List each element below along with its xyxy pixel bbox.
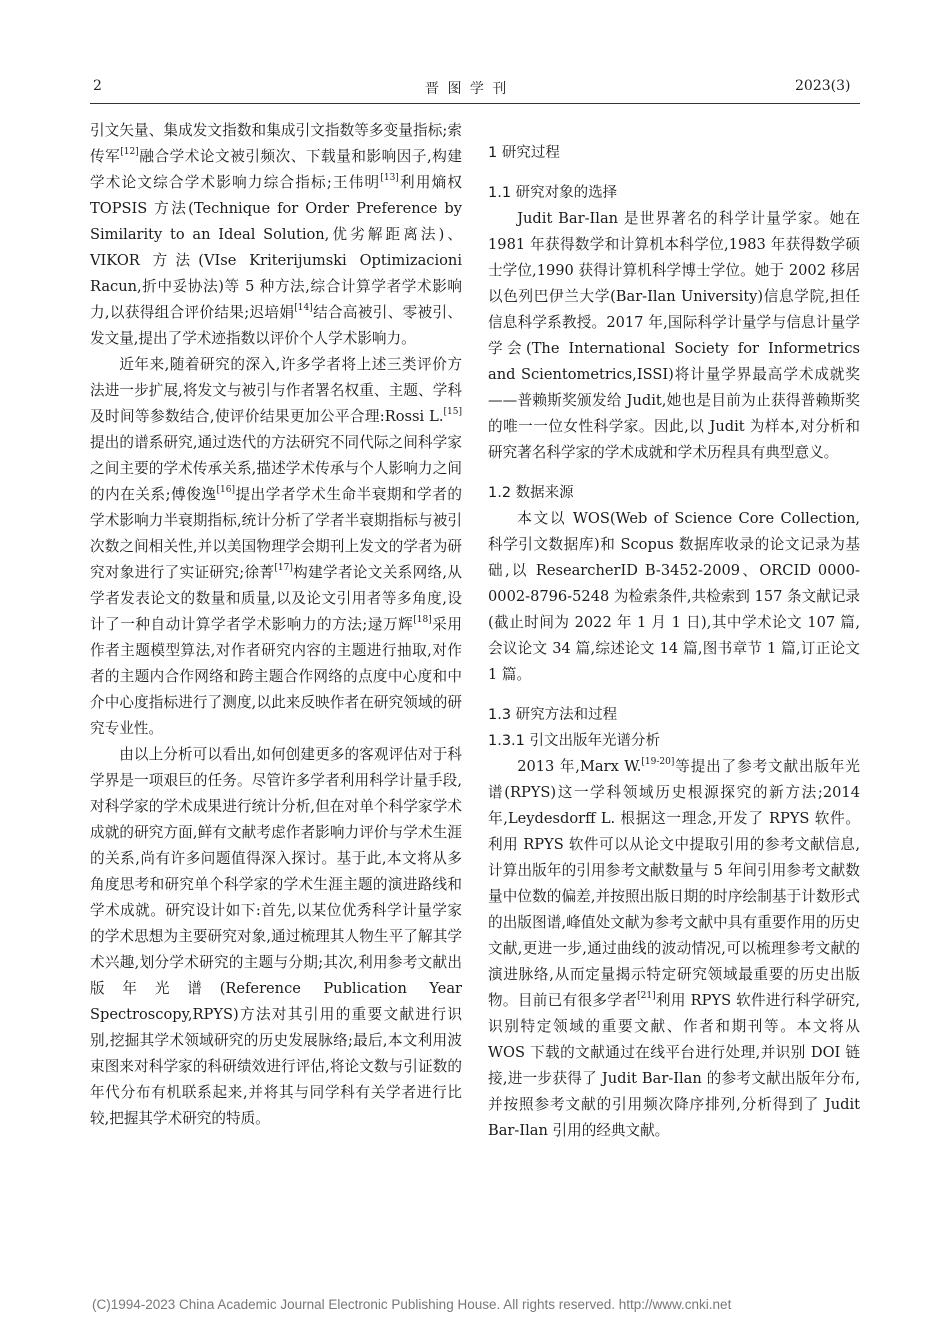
citation-ref: [15] [443, 407, 462, 417]
citation-ref: [19-20] [641, 757, 675, 767]
paragraph: 2013 年,Marx W.[19-20]等提出了参考文献出版年光谱(RPYS)这一学科领域历史根源探究的新方法;2014 年,Leydesdorff L. 根据这一理念,开发了 RPYS 软件。利用 RPYS 软件可以从论文中提取引用的参考文献信息,计算出版年的引用参考文献数量与 5 年间引用参考文献数量中位数的偏差,并按照出版日期的时序绘制基于计数形式的出版图谱,峰值处文献为参考文献中具有重要作用的历史文献,更进一步,通过曲线的波动情况,可以梳理参考文献的演进脉络,从而定量揭示特定研究领域最重要的历史出版物。目前已有很多学者[21]利用 RPYS 软件进行科学研究,识别特定领域的重要文献、作者和期刊等。本文将从 WOS 下载的文献通过在线平台进行处理,并识别 DOI 链接,进一步获得了 Judit Bar-Ilan 的参考文献出版年分布,并按照参考文献的引用频次降序排列,分析得到了 Judit Bar-Ilan 引用的经典文献。 [488, 757, 860, 1139]
subsubsection-heading: 1.3.1 引文出版年光谱分析 [488, 733, 661, 749]
subsection-heading: 1.3 研究方法和过程 [488, 707, 618, 723]
subsection-heading: 1.1 研究对象的选择 [488, 185, 618, 201]
paragraph: Judit Bar-Ilan 是世界著名的科学计量学家。她在 1981 年获得数学和计算机本科学位,1983 年获得数学硕士学位,1990 获得计算机科学博士学位。她于 2002 移居以色列巴伊兰大学(Bar-Ilan University)信息学院,担任信息科学系教授。2017 年,国际科学计量学与信息计量学学会(The International Society for Informetrics and Scientometrics,ISSI)将计量学界最高学术成就奖——普赖斯奖颁发给 Judit,她也是目前为止获得普赖斯奖的唯一一位女性科学家。因此,以 Judit 为样本,对分析和研究著名科学家的学术成就和学术历程具有典型意义。 [488, 210, 860, 461]
header-rule [90, 103, 860, 104]
paragraph: 近年来,随着研究的深入,许多学者将上述三类评价方法进一步扩展,将发文与被引与作者署名权重、主题、学科及时间等参数结合,使评价结果更加公平合理:Rossi L.[15]提出的谱系研究,通过迭代的方法研究不同代际之间科学家之间主要的学术传承关系,描述学术传承与个人影响力之间的内在关系;傅俊逸[16]提出学者学术生命半衰期和学者的学术影响力半衰期指标,统计分析了学者半衰期指标与被引次数之间相关性,并以美国物理学会期刊上发文的学者为研究对象进行了实证研究;徐菁[17]构建学者论文关系网络,从学者发表论文的数量和质量,以及论文引用者等多角度,设计了一种自动计算学者学术影响力的方法;逯万辉[18]采用作者主题模型算法,对作者研究内容的主题进行抽取,对作者的主题内合作网络和跨主题合作网络的点度中心度和中介中心度指标进行了测度,以此来反映作者在研究领域的研究专业性。 [90, 356, 462, 737]
paragraph: 本文以 WOS(Web of Science Core Collection,科学引文数据库)和 Scopus 数据库收录的论文记录为基础,以 ResearcherID B-3452-2009、ORCID 0000-0002-8796-5248 为检索条件,共检索到 157 条文献记录(截止时间为 2022 年 1 月 1 日),其中学术论文 107 篇,会议论文 34 篇,综述论文 14 篇,图书章节 1 篇,订正论文 1 篇。 [488, 510, 861, 683]
citation-ref: [21] [637, 991, 656, 1001]
paragraph: 由以上分析可以看出,如何创建更多的客观评估对于科学界是一项艰巨的任务。尽管许多学者利用科学计量手段,对科学家的学术成果进行统计分析,但在对单个科学家学术成就的研究方面,鲜有文献考虑作者影响力评价与学术生涯的关系,尚有许多问题值得深入探讨。基于此,本文将从多角度思考和研究单个科学家的学术生涯主题的演进路线和学术成就。研究设计如下:首先,以某位优秀科学计量学家的学术思想为主要研究对象,通过梳理其人物生平了解其学术兴趣,划分学术研究的主题与分期;其次,利用参考文献出版年光谱(Reference Publication Year Spectroscopy,RPYS)方法对其引用的重要文献进行识别,挖掘其学术领域研究的历史发展脉络;最后,本文利用波束图来对科学家的科研绩效进行评估,将论文数与引证数的年代分布有机联系起来,并将其与同学科有关学者进行比较,把握其学术研究的特质。 [90, 746, 462, 1127]
page-number: 2 [93, 78, 102, 94]
left-column [90, 118, 462, 1132]
citation-ref: [18] [413, 615, 432, 625]
journal-title: 晋 图 学 刊 [425, 81, 509, 97]
citation-ref: [17] [274, 563, 293, 573]
copyright-footer: (C)1994-2023 China Academic Journal Electronic Publishing House. All rights reserved. http://www.cnki.net [92, 1297, 732, 1312]
subsection-heading: 1.2 数据来源 [488, 485, 574, 501]
section-heading: 1 研究过程 [488, 145, 560, 161]
citation-ref: [13] [380, 173, 399, 183]
citation-ref: [16] [216, 485, 235, 495]
paragraph: 引文矢量、集成发文指数和集成引文指数等多变量指标;索传军[12]融合学术论文被引频次、下载量和影响因子,构建学术论文综合学术影响力综合指标;王伟明[13]利用熵权 TOPSIS 方法(Technique for Order Preference by Similarity to an Ideal Solution,优劣解距离法)、VIKOR 方法(VIse Kriterijumski Optimizacioni Racun,折中妥协法)等 5 种方法,综合计算学者学术影响力,以获得组合评价结果;迟培娟[14]结合高被引、零被引、发文量,提出了学术迹指数以评价个人学术影响力。 [90, 122, 462, 347]
right-column [488, 118, 860, 1144]
issue-label: 2023(3) [795, 78, 851, 94]
citation-ref: [14] [294, 303, 313, 313]
citation-ref: [12] [120, 147, 139, 157]
